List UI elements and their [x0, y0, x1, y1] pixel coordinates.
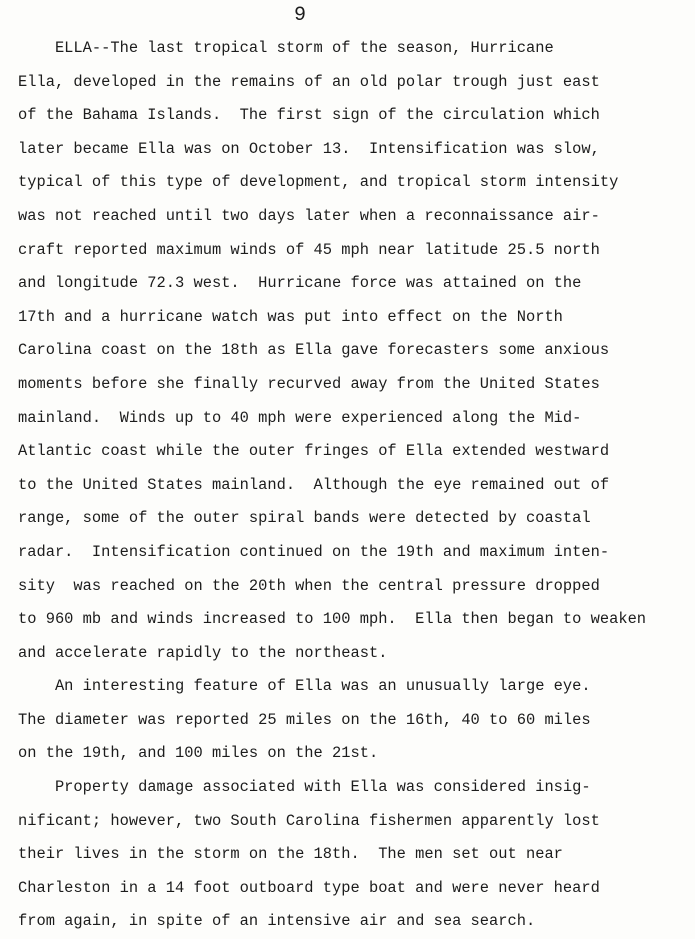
text-line: and longitude 72.3 west. Hurricane force was attained on the — [18, 274, 582, 293]
text-line: of the Bahama Islands. The first sign of the circulation which — [18, 106, 600, 125]
text-line: sity was reached on the 20th when the central pressure dropped — [18, 576, 600, 595]
text-line: An interesting feature of Ella was an unusually large eye. — [18, 677, 591, 696]
text-line: Charleston in a 14 foot outboard type boat and were never heard — [18, 878, 600, 897]
text-line: Ella, developed in the remains of an old polar trough just east — [18, 72, 600, 91]
text-line: Carolina coast on the 18th as Ella gave forecasters some anxious — [18, 341, 610, 360]
text-line: The diameter was reported 25 miles on the 16th, 40 to 60 miles — [18, 710, 591, 729]
body-text — [18, 32, 695, 939]
text-line: radar. Intensification continued on the 19th and maximum inten- — [18, 542, 610, 561]
text-line: from again, in spite of an intensive air and sea search. — [18, 912, 536, 931]
text-line: 17th and a hurricane watch was put into effect on the North — [18, 307, 563, 326]
text-line: their lives in the storm on the 18th. The men set out near — [18, 845, 563, 864]
text-line: on the 19th, and 100 miles on the 21st. — [18, 744, 379, 763]
text-line: typical of this type of development, and tropical storm intensity — [18, 173, 619, 192]
text-line: to the United States mainland. Although the eye remained out of — [18, 475, 610, 494]
text-line: Atlantic coast while the outer fringes of Ella extended westward — [18, 442, 610, 461]
text-line: mainland. Winds up to 40 mph were experienced along the Mid- — [18, 408, 582, 427]
text-line: nificant; however, two South Carolina fishermen apparently lost — [18, 811, 600, 830]
text-line: was not reached until two days later when a reconnaissance air- — [18, 206, 600, 225]
text-line: range, some of the outer spiral bands were detected by coastal — [18, 509, 591, 528]
text-line: later became Ella was on October 13. Intensification was slow, — [18, 139, 600, 158]
text-line: moments before she finally recurved away from the United States — [18, 374, 600, 393]
text-line: Property damage associated with Ella was considered insig- — [18, 778, 591, 797]
text-line: craft reported maximum winds of 45 mph near latitude 25.5 north — [18, 240, 600, 259]
text-line: and accelerate rapidly to the northeast. — [18, 643, 388, 662]
text-line: ELLA--The last tropical storm of the season, Hurricane — [18, 39, 554, 57]
text-line: to 960 mb and winds increased to 100 mph. Ella then began to weaken — [18, 610, 647, 629]
page-number: 9 — [293, 4, 306, 27]
